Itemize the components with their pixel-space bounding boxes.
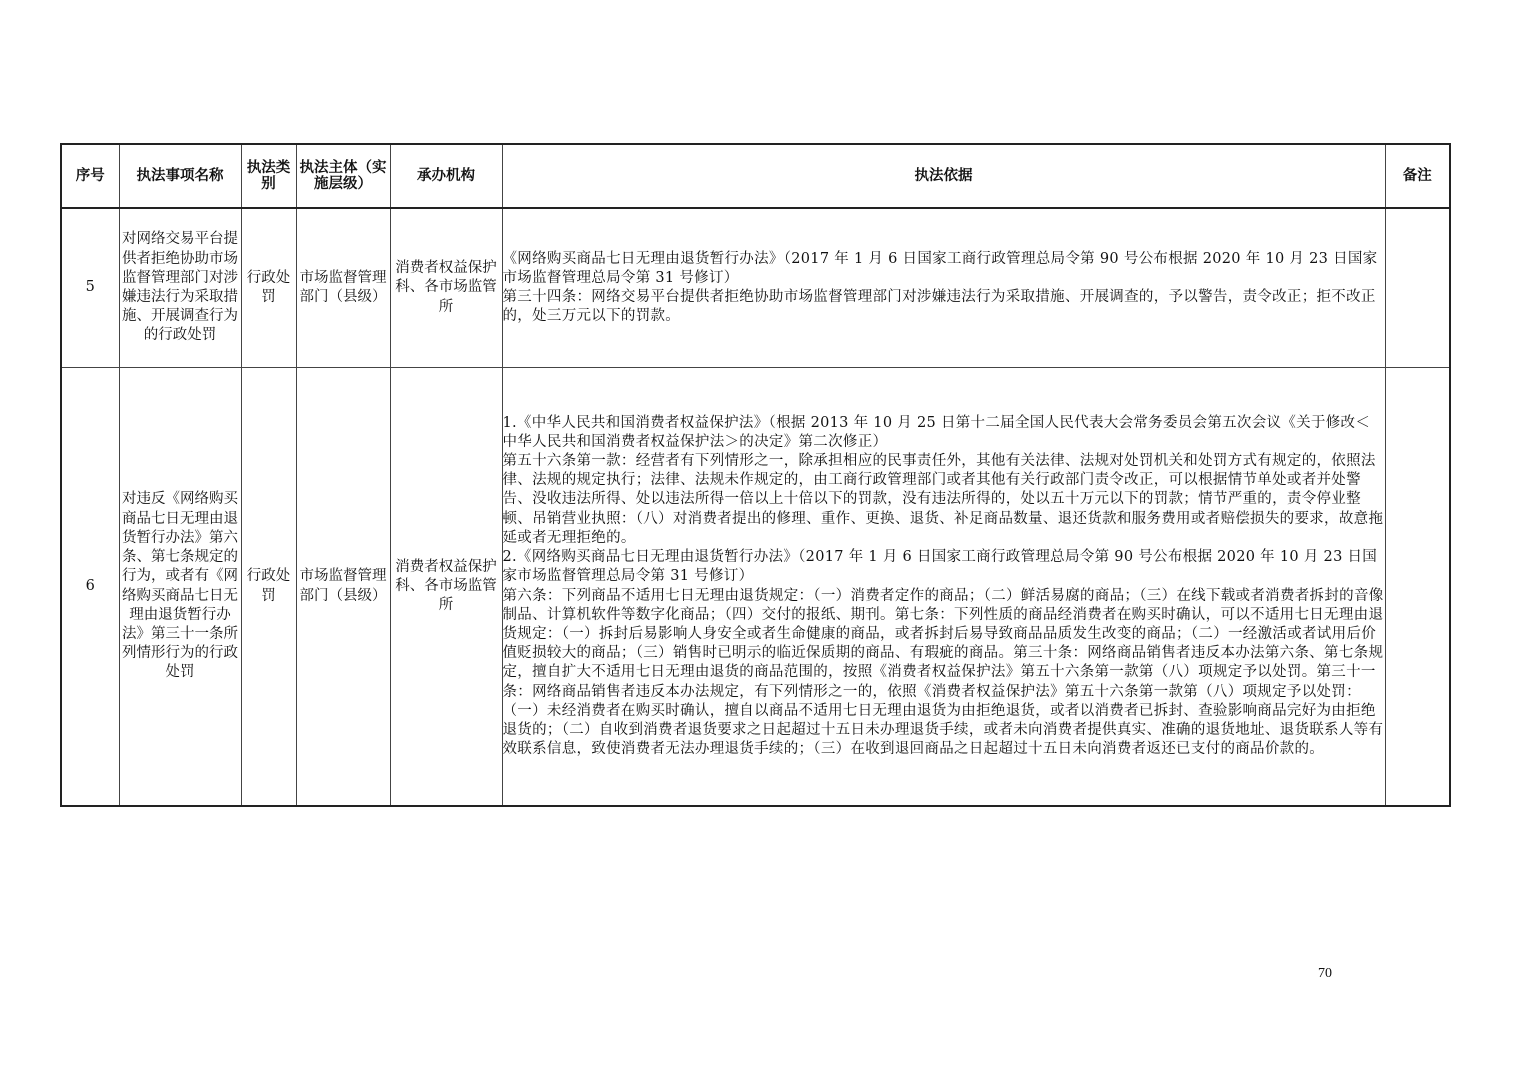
row-type: 行政处罚 [241,368,296,807]
header-basis: 执法依据 [502,144,1385,208]
row-subject: 市场监督管理部门（县级） [296,208,390,368]
row-seq: 6 [61,368,119,807]
header-row [61,144,1450,208]
row-seq: 5 [61,208,119,368]
enforcement-table [60,143,1451,807]
table-row [61,208,1450,368]
header-org: 承办机构 [390,144,502,208]
row-org: 消费者权益保护科、各市场监管所 [390,368,502,807]
basis-paragraph: 1.《中华人民共和国消费者权益保护法》（根据 2013 年 10 月 25 日第十二届全国人民代表大会常务委员会第五次会议《关于修改＜中华人民共和国消费者权益保护法＞的决定》第二次修正） [502,414,1371,450]
header-seq: 序号 [61,144,119,208]
header-remark: 备注 [1385,144,1450,208]
row-item-name: 对违反《网络购买商品七日无理由退货暂行办法》第六条、第七条规定的行为，或者有《网络购买商品七日无理由退货暂行办法》第三十一条所列情形行为的行政处罚 [119,368,241,807]
page-number: 70 [1318,966,1332,981]
basis-paragraph: 2.《网络购买商品七日无理由退货暂行办法》（2017 年 1 月 6 日国家工商行政管理总局令第 90 号公布根据 2020 年 10 月 23 日国家市场监督管理总局令第 31 号修订） [502,549,1378,585]
row-org: 消费者权益保护科、各市场监管所 [390,208,502,368]
row-type: 行政处罚 [241,208,296,368]
basis-paragraph: 第三十四条：网络交易平台提供者拒绝协助市场监督管理部门对涉嫌违法行为采取措施、开展调查的，予以警告，责令改正；拒不改正的，处三万元以下的罚款。 [502,289,1376,325]
row-basis [502,368,1385,807]
row-basis [502,208,1385,368]
row-remark [1385,368,1450,807]
row-item-name: 对网络交易平台提供者拒绝协助市场监督管理部门对涉嫌违法行为采取措施、开展调查行为的行政处罚 [119,208,241,368]
row-subject: 市场监督管理部门（县级） [296,368,390,807]
basis-paragraph: 《网络购买商品七日无理由退货暂行办法》（2017 年 1 月 6 日国家工商行政管理总局令第 90 号公布根据 2020 年 10 月 23 日国家市场监督管理总局令第 31 号修订） [502,250,1378,286]
header-subject: 执法主体（实施层级） [296,144,390,208]
header-type: 执法类别 [241,144,296,208]
header-name: 执法事项名称 [119,144,241,208]
basis-paragraph: 第六条：下列商品不适用七日无理由退货规定：（一）消费者定作的商品；（二）鲜活易腐的商品；（三）在线下载或者消费者拆封的音像制品、计算机软件等数字化商品；（四）交付的报纸、期刊。第七条：下列性质的商品经消费者在购买时确认，可以不适用七日无理由退货规定：（一）拆封后易影响人身安全或者生命健康的商品，或者拆封后易导致商品品质发生改变的商品；（二）一经激活或者试用后价值贬损较大的商品；（三）销售时已明示的临近保质期的商品、有瑕疵的商品。第三十条：网络商品销售者违反本办法第六条、第七条规定，擅自扩大不适用七日无理由退货的商品范围的，按照《消费者权益保护法》第五十六条第一款第（八）项规定予以处罚。第三十一条：网络商品销售者违反本办法规定，有下列情形之一的，依照《消费者权益保护法》第五十六条第一款第（八）项规定予以处罚：（一）未经消费者在购买时确认，擅自以商品不适用七日无理由退货为由拒绝退货，或者以消费者已拆封、查验影响商品完好为由拒绝退货的；（二）自收到消费者退货要求之日起超过十五日未办理退货手续，或者未向消费者提供真实、准确的退货地址、退货联系人等有效联系信息，致使消费者无法办理退货手续的；（三）在收到退回商品之日起超过十五日未向消费者返还已支付的商品价款的。 [502,587,1384,758]
basis-paragraph: 第五十六条第一款：经营者有下列情形之一，除承担相应的民事责任外，其他有关法律、法规对处罚机关和处罚方式有规定的，依照法律、法规的规定执行；法律、法规未作规定的，由工商行政管理部门或者其他有关行政部门责令改正，可以根据情节单处或者并处警告、没收违法所得、处以违法所得一倍以上十倍以下的罚款，没有违法所得的，处以五十万元以下的罚款；情节严重的，责令停业整顿、吊销营业执照：（八）对消费者提出的修理、重作、更换、退货、补足商品数量、退还货款和服务费用或者赔偿损失的要求，故意拖延或者无理拒绝的。 [502,453,1384,546]
row-remark [1385,208,1450,368]
table-row [61,368,1450,807]
